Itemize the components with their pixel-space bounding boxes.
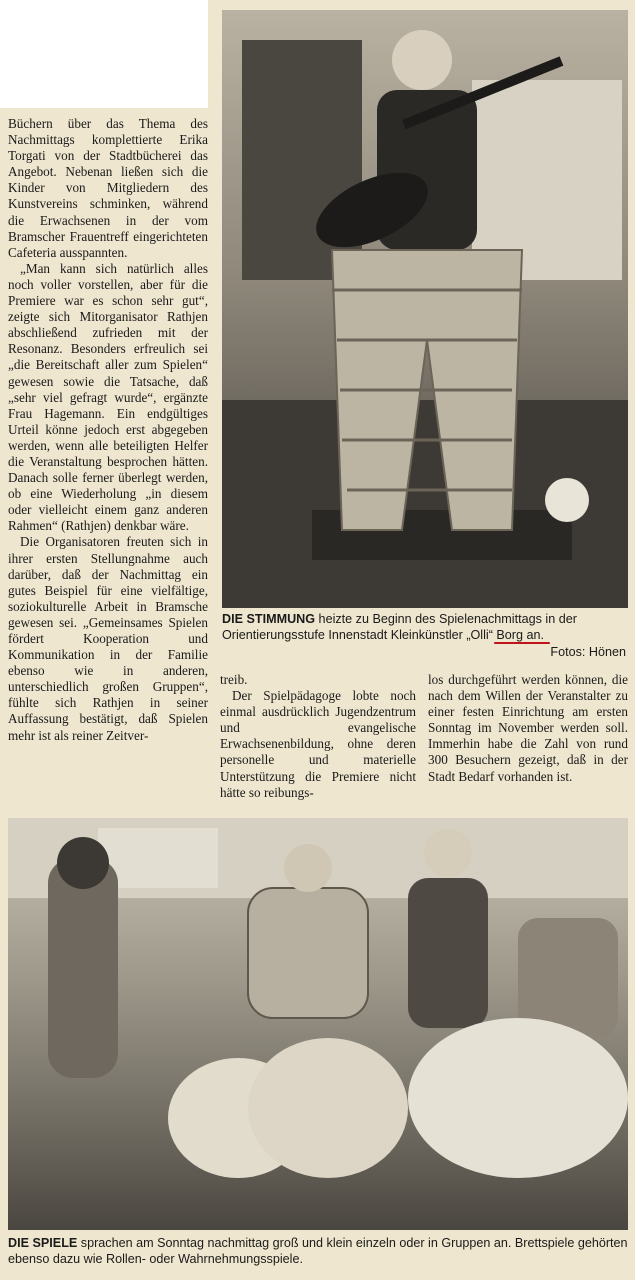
photo-group-game (8, 818, 628, 1230)
article-column-1 (8, 116, 208, 744)
performer-head (392, 30, 452, 90)
bending-adult (408, 1018, 628, 1178)
photo-guitar-performer-illustration (222, 10, 628, 608)
article-column-2 (220, 672, 416, 801)
photo-caption-2 (8, 1236, 628, 1267)
photo-caption-1 (222, 612, 628, 643)
paragraph: Büchern über das Thema des Nachmittags komplettierte Erika Torgati von der Stadtbücherei das Angebot. Nebenan ließen sich die Kinder von Mitgliedern des Kunstvereins schminken, während die Erwachsenen in der vom Bramscher Frauentreff eingerichteten Cafeteria ausspannten. (8, 116, 208, 260)
caption-text: sprachen am Sonntag nachmittag groß und klein einzeln oder in Gruppen an. Brettspiele gehörten ebenso dazu wie Rollen- oder Wahrnehmungsspiele. (8, 1236, 628, 1266)
bending-person (248, 1038, 408, 1178)
photo-group-game-illustration (8, 818, 628, 1230)
caption-lead: DIE SPIELE (8, 1236, 78, 1250)
article-column-3 (428, 672, 628, 785)
person-left-head (57, 837, 109, 889)
balloon (545, 478, 589, 522)
paragraph: Der Spielpädagoge lobte noch einmal ausdrücklich Jugendzentrum und evangelische Erwachsenenbildung, ohne deren personelle und materielle Unterstützung die Premiere nicht hätte so reibungs- (220, 688, 416, 800)
photo-guitar-performer (222, 10, 628, 608)
red-underline-mark (494, 642, 550, 644)
caption-lead: DIE STIMMUNG (222, 612, 316, 626)
paragraph: „Man kann sich natürlich alles noch voller vorstellen, aber für die Premiere war es schon sehr gut“, zeigte sich Mitorganisator Rathjen abschließend zufrieden mit der Resonanz. Besonders erfreulich sei „die Bereitschaft aller zum Spielen“ gewesen sowie die Tatsache, daß „sehr viel gefragt wurde“, ergänzte Frau Hagemann. Ein endgültiges Urteil könne jedoch erst abgegeben werden, wenn alle beteiligten Helfer die Veranstaltung besprochen hätten. Danach solle ferner überlegt werden, ob eine Wiederholung „in diesem oder vielleicht einem ganz anderen Rahmen“ (Rathjen) denkbar wäre. (8, 260, 208, 534)
blank-corner (0, 0, 208, 108)
paragraph: treib. (220, 672, 248, 687)
person-center-head (284, 844, 332, 892)
person-right (408, 878, 488, 1028)
photo-credit: Fotos: Hönen (550, 645, 626, 659)
paragraph: Die Organisatoren freuten sich in ihrer ersten Stellungnahme auch darüber, daß der Nachmittag ein gutes Beispiel für eine vielfältige, soziokulturelle Arbeit in Bramsche gewesen sei. „Gemeinsames Spielen fördert Kooperation und Kommunikation in der Familie ebenso wie in anderen, unterschiedlich großen Gruppen“, fühlte sich Rathjen in seiner Auffassung bestätigt, daß Spielen mehr ist als reiner Zeitver- (8, 534, 208, 743)
person-right-head (424, 829, 472, 877)
person-center (248, 888, 368, 1018)
caption-text: heizte zu Beginn des Spielenachmittags in der Orientierungsstufe Innenstadt Kleinkünstler „Olli“ Borg an. (222, 612, 577, 642)
person-left (48, 858, 118, 1078)
paragraph: los durchgeführt werden können, die nach dem Willen der Veranstalter zu einer festen Einrichtung am ersten Sonntag im November werden soll. Immerhin habe die Zahl von rund 300 Besuchern gezeigt, daß in der Stadt Bedarf vorhanden ist. (428, 672, 628, 784)
